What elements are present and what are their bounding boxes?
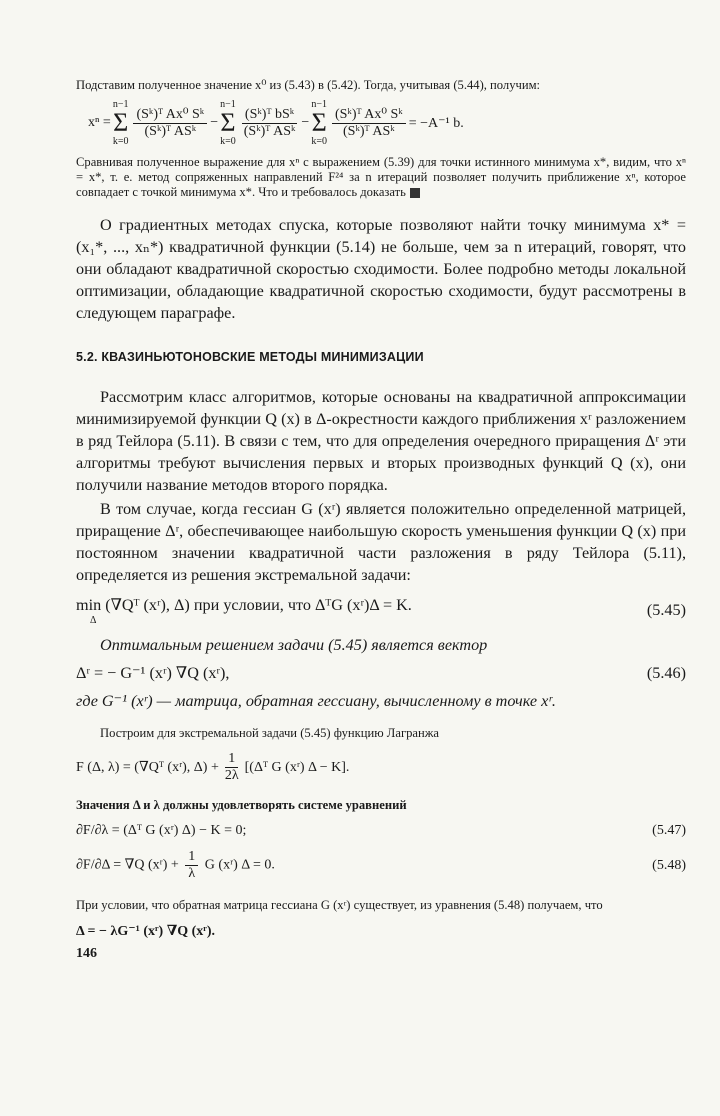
- paragraph-algorithms: Рассмотрим класс алгоритмов, которые основаны на квадратичной аппроксимации минимизируемой функции Q (x) в Δ-окрестности каждого приближения xʳ разложением в ряд Тейлора (5.11). В связи с тем, что для определения очередного приращения Δʳ эти алгоритмы требуют вычисления первых и вторых производных функций Q (x), они получили название методов второго порядка.: [76, 388, 686, 494]
- values-line: Значения Δ и λ должны удовлетворять системе уравнений: [76, 798, 407, 812]
- final-equation: Δ = − λG⁻¹ (xʳ) ∇Q (xʳ).: [76, 924, 216, 939]
- equation-5-45: min (∇Qᵀ (xʳ), Δ) при условии, что ΔᵀG (xʳ)Δ = K. Δ (5.45): [76, 596, 686, 626]
- optimal-solution-line: Оптимальным решением задачи (5.45) является вектор: [100, 636, 488, 654]
- eq548-fraction: $\frac{1}{\lambda}$: [185, 849, 198, 882]
- section-title: 5.2. КВАЗИНЬЮТОНОВСКИЕ МЕТОДЫ МИНИМИЗАЦИИ: [76, 350, 424, 364]
- paragraph-gradient: О градиентных методах спуска, которые позволяют найти точку минимума x* = (x₁*, ..., xₙ*) квадратичной функции (5.14) не больше, чем за n итераций, говорят, что они обладают квадратичной скоростью сходимости. Более подробно методы локальной оптимизации, обладающие квадратичной скоростью сходимости, будут рассмотрены в следующем параграфе.: [76, 216, 686, 322]
- fraction-1: $\frac{\text{(Sᵏ)ᵀ Ax⁰ Sᵏ}}{\text{(Sᵏ)ᵀ ASᵏ}}$: [133, 106, 207, 140]
- condition-text: При условии, что обратная матрица гессиана G (xʳ) существует, из уравнения (5.48) получаем, что: [76, 898, 603, 912]
- sum-2: n−1 Σ k=0: [220, 99, 236, 147]
- compare-text: Сравнивая полученное выражение для xⁿ с выражением (5.39) для точки истинного минимума x*, видим, что xⁿ = x*, т. е. метод сопряженных направлений F²⁴ за n итераций позволяет получить приближение xⁿ, которое совпадает с точкой минимума x*. Что и требовалось доказать: [76, 155, 686, 199]
- paragraph-hessian: В том случае, когда гессиан G (xʳ) является положительно определенной матрицей, приращение Δʳ, обеспечивающее наибольшую скорость уменьшения функции Q (x) при постоянном значении квадратичной части разложения в ряду Тейлора (5.11), определяется из решения экстремальной задачи:: [76, 500, 686, 584]
- intro-text: Подставим полученное значение x⁰ из (5.43) в (5.42). Тогда, учитывая (5.44), получим:: [76, 78, 541, 92]
- sum-3: n−1 Σ k=0: [311, 99, 327, 147]
- fraction-2: $\frac{\text{(Sᵏ)ᵀ bSᵏ}}{\text{(Sᵏ)ᵀ ASᵏ}}$: [243, 106, 296, 139]
- sum-1: n−1 Σ k=0: [112, 99, 129, 147]
- equation-5-47: ∂F/∂λ = (Δᵀ G (xʳ) Δ) − K = 0; (5.47): [76, 823, 686, 838]
- equation-xn: xⁿ = n−1 Σ k=0 $\frac{\text{(Sᵏ)ᵀ Ax⁰ Sᵏ}}{\text{(Sᵏ)ᵀ ASᵏ}}$ − n−1 Σ k=0 $\frac{\text{(Sᵏ)ᵀ bSᵏ}}{\text{(Sᵏ)ᵀ ASᵏ}}$ − n−1 Σ k=0 $\frac{\text{(Sᵏ)ᵀ Ax⁰ Sᵏ}}{\text{(Sᵏ)ᵀ ASᵏ}}$ = −A⁻¹ b.: [88, 99, 464, 147]
- where-line: где G⁻¹ (xʳ) — матрица, обратная гессиану, вычисленному в точке xʳ.: [76, 692, 556, 710]
- lagrange-intro: Построим для экстремальной задачи (5.45) функцию Лагранжа: [100, 726, 440, 740]
- page-number: 146: [76, 946, 97, 961]
- equation-5-48: ∂F/∂Δ = ∇Q (xʳ) + $\frac{1}{\lambda}$ G (xʳ) Δ = 0. (5.48): [76, 849, 686, 881]
- lagrange-fraction: $\frac{1}{2\lambda}$: [224, 751, 239, 783]
- fraction-3: $\frac{\text{(Sᵏ)ᵀ Ax⁰ Sᵏ}}{\text{(Sᵏ)ᵀ ASᵏ}}$: [332, 106, 406, 140]
- lagrange-function: F (Δ, λ) = (∇Qᵀ (xʳ), Δ) + $\frac{1}{2\lambda}$ [(Δᵀ G (xʳ) Δ − K].: [76, 751, 350, 783]
- qed-square-icon: [410, 188, 420, 198]
- equation-5-46: Δʳ = − G⁻¹ (xʳ) ∇Q (xʳ), (5.46): [76, 664, 686, 682]
- page-content: [76, 78, 686, 962]
